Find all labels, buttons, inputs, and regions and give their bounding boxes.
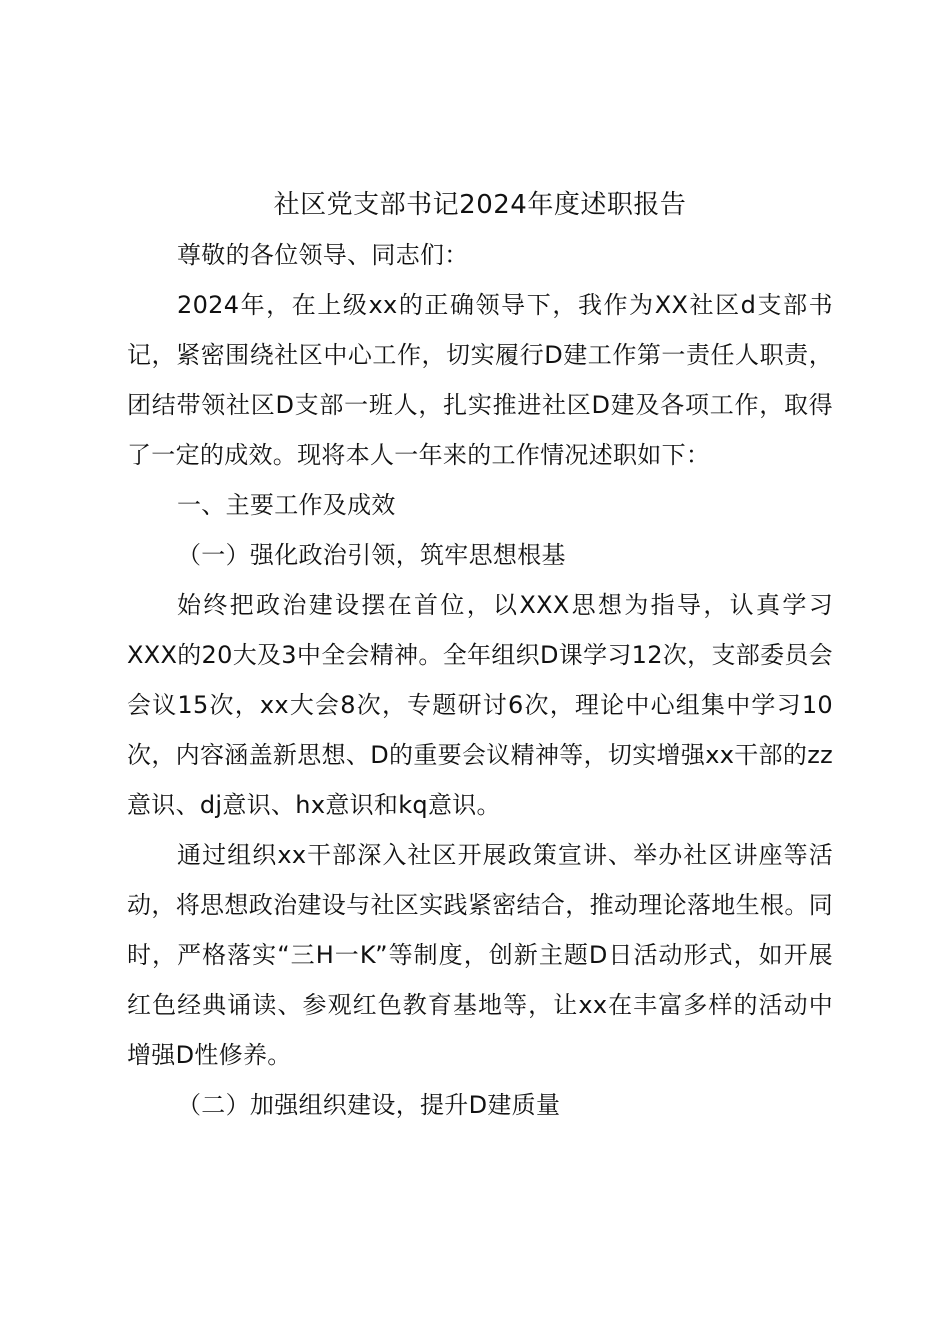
greeting-line: 尊敬的各位领导、同志们： [177,241,469,269]
subsection-heading-political: （一）强化政治引领，筑牢思想根基 [177,541,566,569]
document-title: 社区党支部书记2024年度述职报告 [273,190,687,220]
section-heading-main-work: 一、主要工作及成效 [177,491,396,519]
subsection-heading-organization: （二）加强组织建设，提升D建质量 [177,1091,561,1119]
political-paragraph: 始终把政治建设摆在首位，以XXX思想为指导，认真学习XXX的20大及3中全会精神。全年组织D课学习12次，支部委员会会议15次，xx大会8次，专题研讨6次，理论中心组集中学习10次，内容涵盖新思想、D的重要会议精神等，切实增强xx干部的zz意识、dj意识、hx意识和kq意识。 [127,591,833,819]
activities-paragraph: 通过组织xx干部深入社区开展政策宣讲、举办社区讲座等活动，将思想政治建设与社区实践紧密结合，推动理论落地生根。同时，严格落实“三H一K”等制度，创新主题D日活动形式，如开展红色经典诵读、参观红色教育基地等，让xx在丰富多样的活动中增强D性修养。 [127,841,833,1069]
document-body [127,180,833,1130]
intro-paragraph: 2024年，在上级xx的正确领导下，我作为XX社区d支部书记，紧密围绕社区中心工作，切实履行D建工作第一责任人职责，团结带领社区D支部一班人，扎实推进社区D建及各项工作，取得了一定的成效。现将本人一年来的工作情况述职如下： [127,291,833,469]
